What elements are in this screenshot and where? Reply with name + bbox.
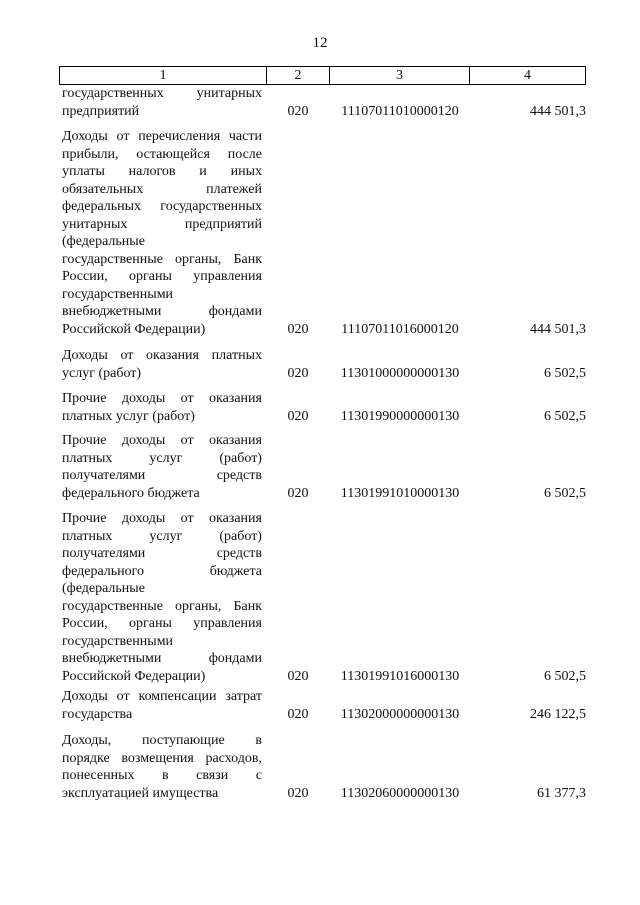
row-description	[62, 347, 262, 382]
row-description	[62, 128, 262, 338]
row-description	[62, 688, 262, 723]
description-line: унитарных предприятий	[62, 216, 262, 232]
table-header	[59, 66, 586, 85]
row-amount: 6 502,5	[544, 365, 586, 381]
description-line: федерального бюджета	[62, 485, 200, 501]
row-kbk: 11301991016000130	[340, 668, 460, 684]
description-line: платных услуг (работ)	[62, 450, 262, 466]
row-amount: 444 501,3	[530, 321, 586, 337]
description-line: получателями средств	[62, 468, 262, 483]
row-code: 020	[287, 365, 309, 381]
description-line: (федеральные	[62, 234, 145, 249]
row-kbk: 11301991010000130	[340, 485, 460, 501]
description-line: платных услуг (работ)	[62, 408, 195, 424]
description-line: внебюджетными фондами	[62, 651, 262, 666]
description-line: (федеральные	[62, 581, 145, 596]
row-description	[62, 510, 262, 685]
description-line: порядке возмещения расходов,	[62, 750, 262, 766]
description-line: Прочие доходы от оказания	[62, 391, 262, 406]
description-line: государственными	[62, 286, 174, 302]
description-line: предприятий	[62, 103, 140, 119]
row-amount: 6 502,5	[544, 408, 586, 424]
row-amount: 6 502,5	[544, 668, 586, 684]
row-amount: 444 501,3	[530, 103, 586, 119]
description-line: обязательных платежей	[62, 181, 262, 197]
row-description	[62, 732, 262, 802]
row-kbk: 11107011016000120	[341, 321, 459, 337]
description-line: России, органы управления	[62, 269, 262, 284]
description-line: Прочие доходы от оказания	[62, 433, 262, 448]
description-line: услуг (работ)	[62, 365, 142, 381]
row-kbk: 11301990000000130	[340, 408, 460, 424]
description-line: государства	[62, 706, 133, 722]
description-line: прибыли, остающейся после	[62, 146, 262, 162]
description-line: федерального бюджета	[62, 563, 262, 579]
description-line: понесенных в связи с	[62, 768, 262, 783]
description-line: государственные органы, Банк	[62, 251, 262, 267]
description-line: Доходы от компенсации затрат	[62, 689, 262, 704]
description-line: уплаты налогов и иных	[62, 164, 262, 179]
description-line: получателями средств	[62, 546, 262, 561]
row-code: 020	[287, 408, 309, 424]
row-kbk: 11301000000000130	[340, 365, 460, 381]
row-code: 020	[287, 103, 309, 119]
description-line: Доходы от оказания платных	[62, 348, 262, 363]
description-line: Российской Федерации)	[62, 668, 206, 684]
row-kbk: 11302060000000130	[340, 785, 460, 801]
description-line: государственными	[62, 633, 174, 649]
description-line: Доходы, поступающие в	[62, 733, 262, 748]
description-line: платных услуг (работ)	[62, 528, 262, 544]
description-line: эксплуатацией имущества	[62, 785, 219, 801]
description-line: внебюджетными фондами	[62, 304, 262, 319]
row-description	[62, 85, 262, 120]
description-line: федеральных государственных	[62, 199, 262, 214]
header-col-1: 1	[60, 67, 267, 84]
description-line: Прочие доходы от оказания	[62, 511, 262, 526]
row-code: 020	[287, 485, 309, 501]
row-description	[62, 432, 262, 502]
description-line: государственные органы, Банк	[62, 598, 262, 614]
description-line: государственных унитарных	[62, 86, 262, 101]
row-kbk: 11302000000000130	[340, 706, 460, 722]
row-amount: 6 502,5	[544, 485, 586, 501]
row-code: 020	[287, 706, 309, 722]
row-amount: 246 122,5	[530, 706, 586, 722]
header-col-4: 4	[524, 68, 531, 83]
page-number: 12	[312, 35, 328, 51]
description-line: Российской Федерации)	[62, 321, 206, 337]
row-description	[62, 390, 262, 425]
row-code: 020	[287, 785, 309, 801]
row-kbk: 11107011010000120	[341, 103, 459, 119]
row-code: 020	[287, 321, 309, 337]
row-code: 020	[287, 668, 309, 684]
row-amount: 61 377,3	[537, 785, 586, 801]
description-line: Доходы от перечисления части	[62, 129, 262, 144]
description-line: России, органы управления	[62, 616, 262, 631]
header-col-2: 2	[267, 67, 330, 84]
header-col-3: 3	[330, 67, 470, 84]
